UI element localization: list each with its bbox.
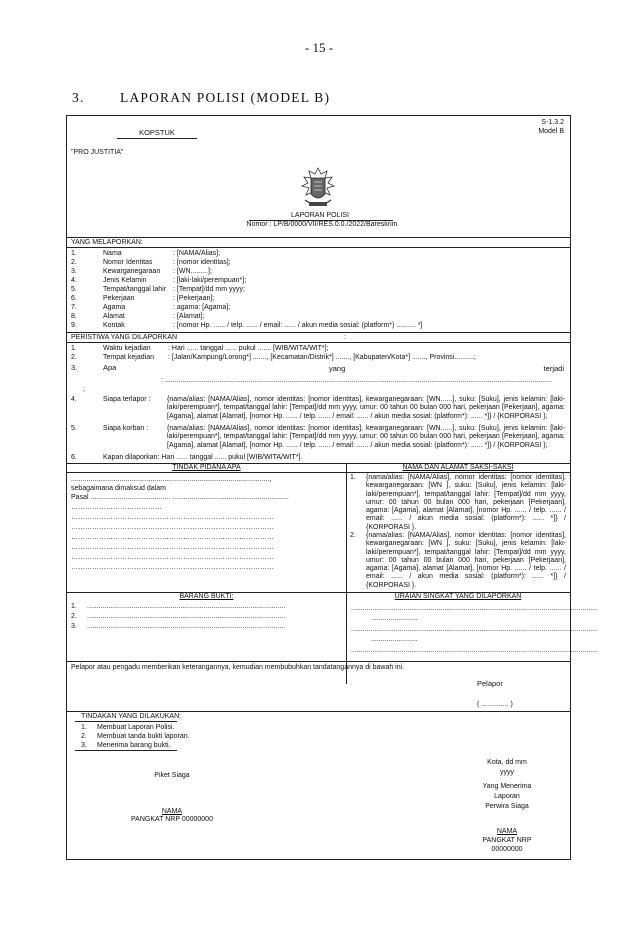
tindak-line: Pasal ......................................... ............................................................ xyxy=(71,494,289,501)
section-number: 3. xyxy=(72,90,85,105)
divider xyxy=(67,332,570,333)
saksi-text: {nama/alias: [NAMA/Alias], nomor identitas: [nomor identitas], kewarganegaraan: [WN ], suku: [Suku], jenis kelamin: [laki-laki/perempuan*], tempat/tanggal lahir: [Tempat]/dd mm yyyy, umur: 00 tahun 00 bulan 000 hari, pekerjaan [Pekerjaan], agama: [Agama], alamat [Alamat], [nomor Hp. ...... / telp. ...... / email: ...... / akun media sosial: (platform*): ...... *]} / {KORPORASI }. xyxy=(366,532,566,589)
peristiwa-row: 2. Tempat kejadian : [Jalan/Kampung/Lorong*] ......., [Kecamatan/Distrik*] ......., [Kabupaten/Kota*] ......., Provinsi..........; xyxy=(71,354,476,361)
apa-end: terjadi xyxy=(543,364,564,373)
apa-semicolon: ; xyxy=(83,386,85,393)
divider xyxy=(67,661,570,662)
tindak-line: ......................................................................................................, xyxy=(71,476,272,483)
tindak-line: …………………………………………………………………………… xyxy=(71,514,274,521)
pelapor-signature-label: Pelapor xyxy=(477,679,503,688)
penerima-line2: Laporan xyxy=(494,793,520,800)
barang-row: 1. ...................................................................................................... xyxy=(71,603,286,610)
tindak-line: …………………………………………………………………………… xyxy=(71,564,274,571)
tindak-line: …………………………………………………………………………… xyxy=(71,544,274,551)
report-number: Nomor : LP/B/0000/VII/RES.0.0./2022/Bareskrim xyxy=(246,221,398,228)
divider xyxy=(67,342,570,343)
uraian-line: ........................ xyxy=(371,657,418,664)
apa-dots: : ....................................................................................................................................................................................................... xyxy=(161,377,552,384)
tindak-line: …………………………………………………………………………… xyxy=(71,524,274,531)
peristiwa-colon: : xyxy=(344,334,346,341)
saksi-number: 1. xyxy=(350,474,356,481)
tindakan-row: 1. Membuat Laporan Polisi. xyxy=(81,724,175,731)
piket-siaga: Piket Siaga xyxy=(154,772,190,779)
barang-row: 2. ...................................................................................................... xyxy=(71,613,286,620)
uraian-line: ............................................................................................................................... xyxy=(351,626,598,633)
section-title xyxy=(72,90,330,106)
right-nama: NAMA xyxy=(496,828,518,835)
tindak-heading: TINDAK PIDANA APA xyxy=(172,464,241,471)
pelapor-row: 4. Jenis Kelamin : [laki-laki/perempuan*]; xyxy=(71,277,247,284)
apa-row: 3. Apa xyxy=(71,363,117,372)
pelapor-row: 5. Tempat/tanggal lahir : [Tempat]/dd mm yyyy; xyxy=(71,286,245,293)
korban-label: 5. Siapa korban : xyxy=(71,425,149,432)
left-pangkat: PANGKAT NRP 00000000 xyxy=(131,816,213,823)
left-nama: NAMA xyxy=(161,808,183,815)
kapan-row: 6. Kapan dilaporkan: Hari ...... tanggal ...... pukul [WIB/WITA/WIT*]. xyxy=(71,454,303,461)
tindak-line: ………………………………… xyxy=(71,504,162,511)
police-emblem-icon xyxy=(295,164,341,212)
kopstuk: KOPSTUK xyxy=(117,128,197,139)
form-code-line1: S-1.3.2 xyxy=(541,119,564,126)
tindakan-underline xyxy=(75,721,177,722)
apa-mid: yang xyxy=(329,364,346,373)
right-nrp: 00000000 xyxy=(491,846,523,853)
tindakan-row: 2. Membuat tanda bukti laporan. xyxy=(81,733,190,740)
divider xyxy=(67,711,570,712)
peristiwa-row: 1. Waktu kejadian : Hari ...... tanggal ...... pukul ....... [WIB/WITA/WIT*]; xyxy=(71,345,329,352)
tindak-line: sebagaimana dimaksud dalam xyxy=(71,485,166,492)
barang-row: 3. ...................................................................................................... xyxy=(71,623,286,630)
pro-justitia: "PRO JUSTITIA" xyxy=(71,149,124,156)
form-code-line2: Model B xyxy=(538,128,564,135)
barang-heading: BARANG BUKTI: xyxy=(179,593,234,600)
tahun: yyyy xyxy=(500,769,514,776)
tindak-line: …………………………………………………………………………… xyxy=(71,554,274,561)
section-title-text: LAPORAN POLISI (MODEL B) xyxy=(120,90,331,105)
saksi-text: {nama/alias: [NAMA/Alias], nomor identitas: [nomor identitas], kewarganegaraan: [WN ], suku: [Suku], jenis kelamin: [laki-laki/perempuan*], tempat/tanggal lahir: [Tempat]/dd mm yyyy, umur: 00 tahun 00 bulan 000 hari, pekerjaan [Pekerjaan], agama: [Agama], alamat [Alamat], [nomor Hp. ...... / telp. ...... / email: ...... / akun media sosial: (platform*): ...... *]} / {KORPORASI }. xyxy=(366,474,566,531)
divider xyxy=(67,472,570,473)
right-pangkat: PANGKAT NRP xyxy=(482,837,532,844)
uraian-line: ........................ xyxy=(371,615,418,622)
tindakan-row: 3. Menerima barang bukti. xyxy=(81,742,171,749)
terlapor-label: 4. Siapa terlapor : xyxy=(71,396,151,403)
tindakan-heading: TINDAKAN YANG DILAKUKAN: xyxy=(81,713,182,720)
report-title: LAPORAN POLISI xyxy=(291,212,349,219)
penerima-line3: Perwira Siaga xyxy=(485,803,529,810)
uraian-line: ............................................................................................................................... xyxy=(351,647,598,654)
saksi-heading: NAMA DAN ALAMAT SAKSI-SAKSI xyxy=(402,464,514,471)
pelapor-row: 3. Kewarganegaraan : [WN.........]; xyxy=(71,268,212,275)
uraian-line: ............................................................................................................................... xyxy=(351,605,598,612)
pelapor-row: 2. Nomor Identitas : [nomor identitas]; xyxy=(71,259,231,266)
pelapor-heading: YANG MELAPORKAN: xyxy=(71,239,143,246)
korban-text: {nama/alias: [NAMA/Alias], nomor identitas: [nomor identitas], kewarganegaraan: [WN......], suku: [Suku], jenis kelamin: [laki-laki/perempuan*], tempat/tanggal lahir: [Tempat]/dd mm yyyy, umur: 00 tahun 00 bulan 000 hari, pekerjaan [Pekerjaan], agama: [Agama], alamat [Alamat], [nomor Hp. ...... / telp. ...... / email: ...... / akun media sosial: (platform*): ...... *]} / {KORPORASI }; xyxy=(167,425,565,449)
pelapor-signature-blank: ( .............. ) xyxy=(477,701,513,708)
uraian-line: ........................ xyxy=(371,636,418,643)
kota-tanggal: Kota, dd mm xyxy=(487,759,527,766)
column-divider xyxy=(346,463,347,592)
pelapor-row: 7. Agama : agama: [Agama]; xyxy=(71,304,231,311)
uraian-heading: URAIAN SINGKAT YANG DILAPORKAN xyxy=(394,593,522,600)
divider xyxy=(67,247,570,248)
police-report-form xyxy=(66,115,598,860)
pelapor-statement: Pelapor atau pengadu memberikan keterangannya, kemudian membubuhkan tandatangannya di bawah ini. xyxy=(71,664,405,671)
form-code xyxy=(538,118,564,136)
penerima-line1: Yang Menerima xyxy=(482,783,532,790)
page-number: - 15 - xyxy=(304,40,334,55)
terlapor-text: {nama/alias: [NAMA/Alias], nomor identitas: [nomor identitas], kewarganegaraan: [WN......], suku: [Suku], jenis kelamin: [laki-laki/perempuan*], tempat/tanggal lahir: [Tempat]/dd mm yyyy, umur: 00 tahun 00 bulan 000 hari, pekerjaan [Pekerjaan], agama: [Agama], alamat [Alamat], [nomor Hp. ...... / telp. ...... / email: ...... / akun media sosial: (platform*): ...... *]} / {KORPORASI }; xyxy=(167,396,565,420)
divider xyxy=(67,237,570,238)
tindak-line: …………………………………………………………………………… xyxy=(71,534,274,541)
pelapor-row: 1. Nama : [NAMA/Alias]; xyxy=(71,250,221,257)
peristiwa-heading: PERISTIWA YANG DILAPORKAN xyxy=(71,334,178,341)
pelapor-row: 6. Pekerjaan : [Pekerjaan]; xyxy=(71,295,215,302)
tindakan-underline xyxy=(75,750,177,751)
pelapor-row: 9. Kontak : [nomor Hp. ...... / telp. ...... / email: ...... / akun media sosial: (platform*) .......... *] xyxy=(71,322,423,329)
pelapor-row: 8. Alamat : [Alamat]; xyxy=(71,313,205,320)
saksi-number: 2. xyxy=(350,532,356,539)
